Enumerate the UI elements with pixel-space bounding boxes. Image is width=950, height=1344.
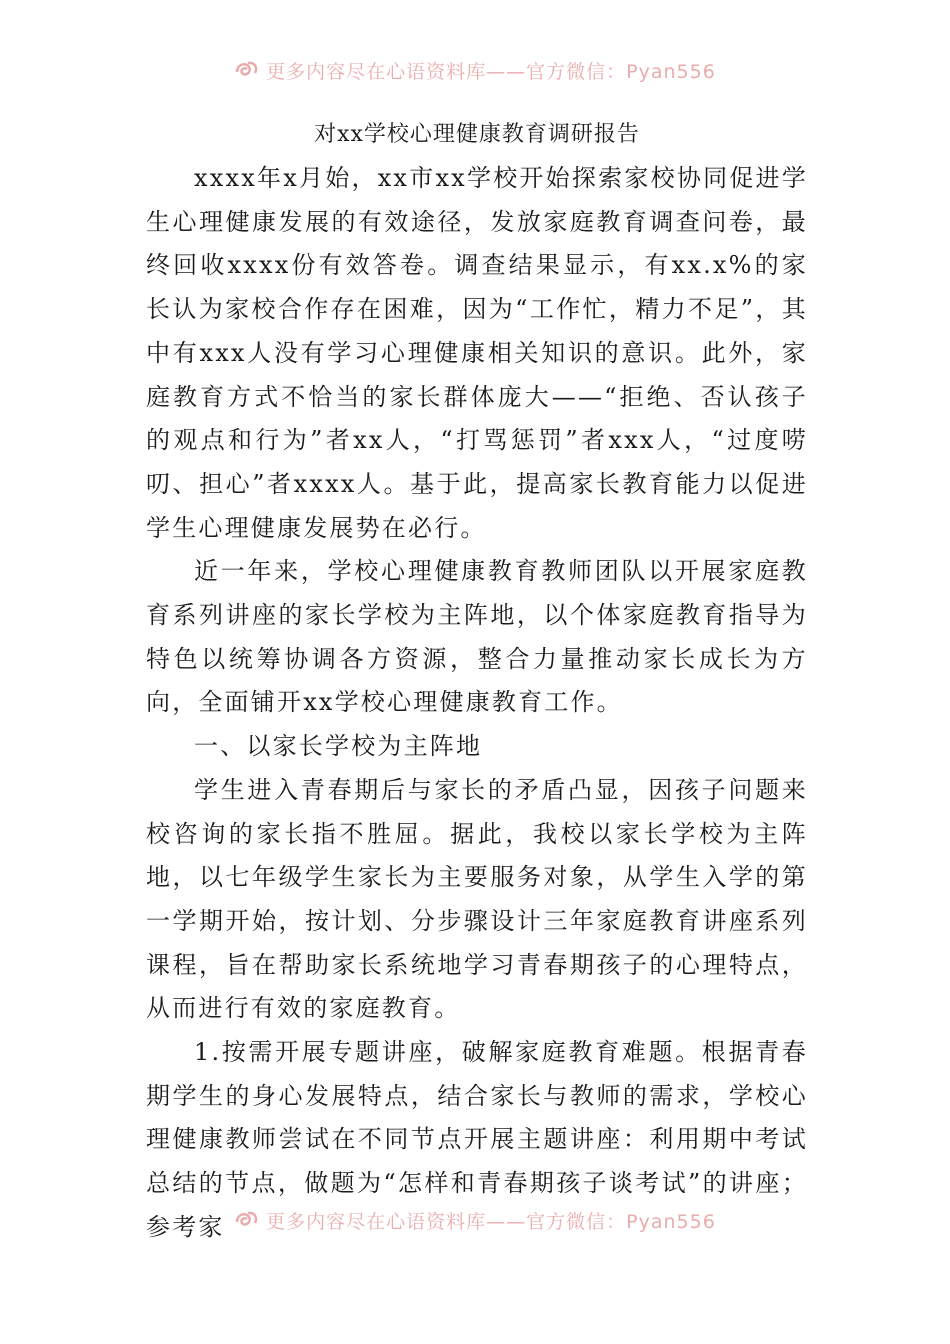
- paragraph-section1: 学生进入青春期后与家长的矛盾凸显，因孩子问题来校咨询的家长指不胜屈。据此，我校以家长学校为主阵地，以七年级学生家长为主要服务对象，从学生入学的第一学期开始，按计划、分步骤设计三年家庭教育讲座系列课程，旨在帮助家长系统地学习青春期孩子的心理特点，从而进行有效的家庭教育。: [146, 775, 808, 1023]
- watermark-bottom: [0, 1205, 950, 1235]
- watermark-text: 更多内容尽在心语资料库——官方微信：Pyan556: [266, 60, 716, 83]
- paragraph-overview: 近一年来，学校心理健康教育教师团队以开展家庭教育系列讲座的家长学校为主阵地，以个体家庭教育指导为特色以统筹协调各方资源，整合力量推动家长成长为方向，全面铺开xx学校心理健康教育工作。: [146, 557, 808, 717]
- watermark-top: [0, 55, 950, 85]
- paragraph-section1-item1: 1.按需开展专题讲座，破解家庭教育难题。根据青春期学生的身心发展特点，结合家长与教师的需求，学校心理健康教师尝试在不同节点开展主题讲座：利用期中考试总结的节点，做题为“怎样和青春期孩子谈考试”的讲座；参考家: [146, 1038, 808, 1241]
- watermark-logo-icon: [234, 58, 260, 82]
- section-heading: 一、以家长学校为主阵地: [194, 732, 483, 761]
- paragraph-intro: xxxx年x月始，xx市xx学校开始探索家校协同促进学生心理健康发展的有效途径，发放家庭教育调查问卷，最终回收xxxx份有效答卷。调查结果显示，有xx.x%的家长认为家校合作存在困难，因为“工作忙，精力不足”，其中有xxx人没有学习心理健康相关知识的意识。此外，家庭教育方式不恰当的家长群体庞大——“拒绝、否认孩子的观点和行为”者xx人，“打骂惩罚”者xxx人，“过度唠叨、担心”者xxxx人。基于此，提高家长教育能力以促进学生心理健康发展势在必行。: [146, 164, 808, 542]
- document-page: [146, 113, 808, 1250]
- watermark-logo-icon: [234, 1208, 260, 1232]
- watermark-text: 更多内容尽在心语资料库——官方微信：Pyan556: [266, 1210, 716, 1233]
- document-title: 对xx学校心理健康教育调研报告: [314, 122, 640, 147]
